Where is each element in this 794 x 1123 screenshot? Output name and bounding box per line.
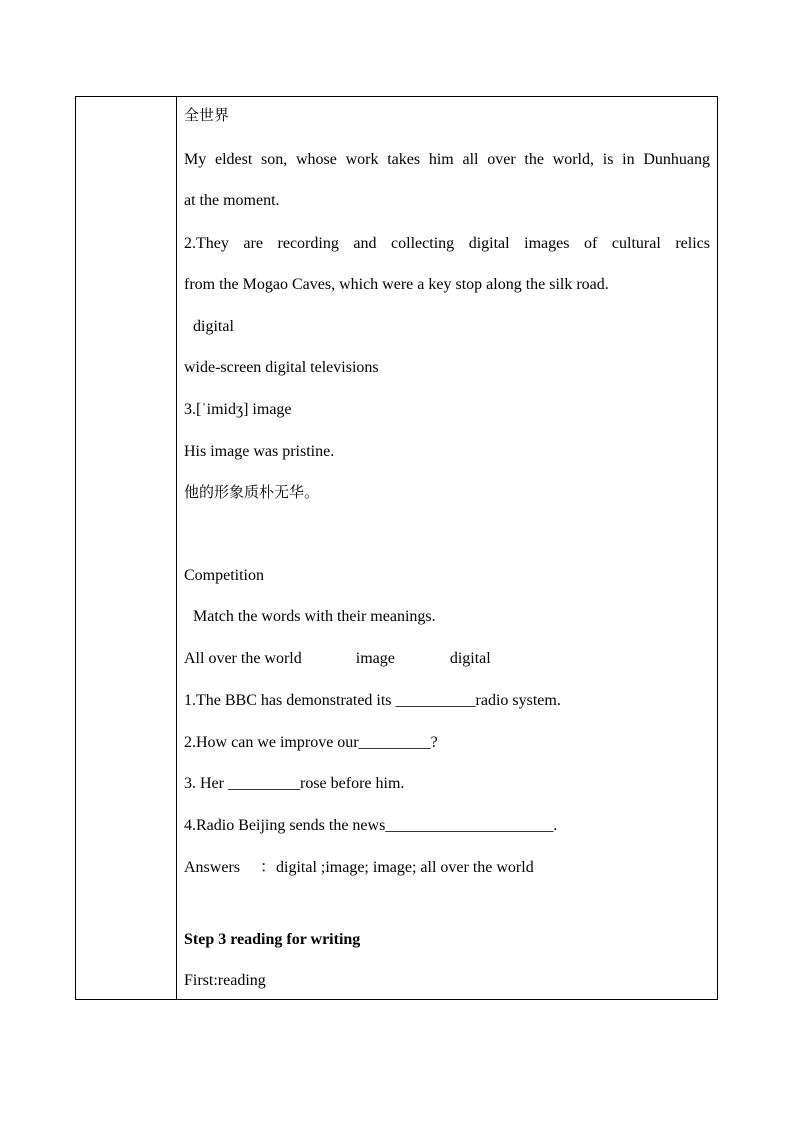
example-sentence-eldest-son: My eldest son, whose work takes him all over the world, is in Dunhuang [184,151,710,168]
sentence-2-recording: 2.They are recording and collecting digital images of cultural relics [184,235,710,252]
column-divider [176,97,177,999]
answers-label: Answers [184,859,240,876]
vocab-image-phonetic: 3.[ˈimidʒ] image [184,401,292,418]
vocab-digital: digital [193,318,234,335]
chinese-translation-all-over-the-world: 全世界 [184,106,230,124]
exercise-3: 3. Her _________rose before him. [184,775,405,792]
exercise-4: 4.Radio Beijing sends the news_____________________. [184,817,558,834]
exercise-2: 2.How can we improve our_________? [184,734,438,751]
step-3-heading: Step 3 reading for writing [184,931,361,948]
section-competition: Competition [184,567,264,584]
example-sentence-continuation: at the moment. [184,192,280,209]
exercise-1: 1.The BBC has demonstrated its __________radio system. [184,692,561,709]
example-image-sentence: His image was pristine. [184,443,335,460]
answers-line [184,858,534,878]
sentence-2-continuation: from the Mogao Caves, which were a key stop along the silk road. [184,276,609,293]
word-all-over-the-world: All over the world [184,650,302,667]
match-instruction: Match the words with their meanings. [193,608,436,625]
word-image: image [355,650,395,667]
example-image-translation: 他的形象质朴无华。 [184,483,320,501]
answers-values: ：digital ;image; image; all over the world [260,859,534,876]
first-reading: First:reading [184,972,266,989]
word-bank [184,649,491,669]
lesson-table [75,96,718,1000]
word-digital: digital [449,650,491,667]
example-digital-televisions: wide-screen digital televisions [184,359,379,376]
